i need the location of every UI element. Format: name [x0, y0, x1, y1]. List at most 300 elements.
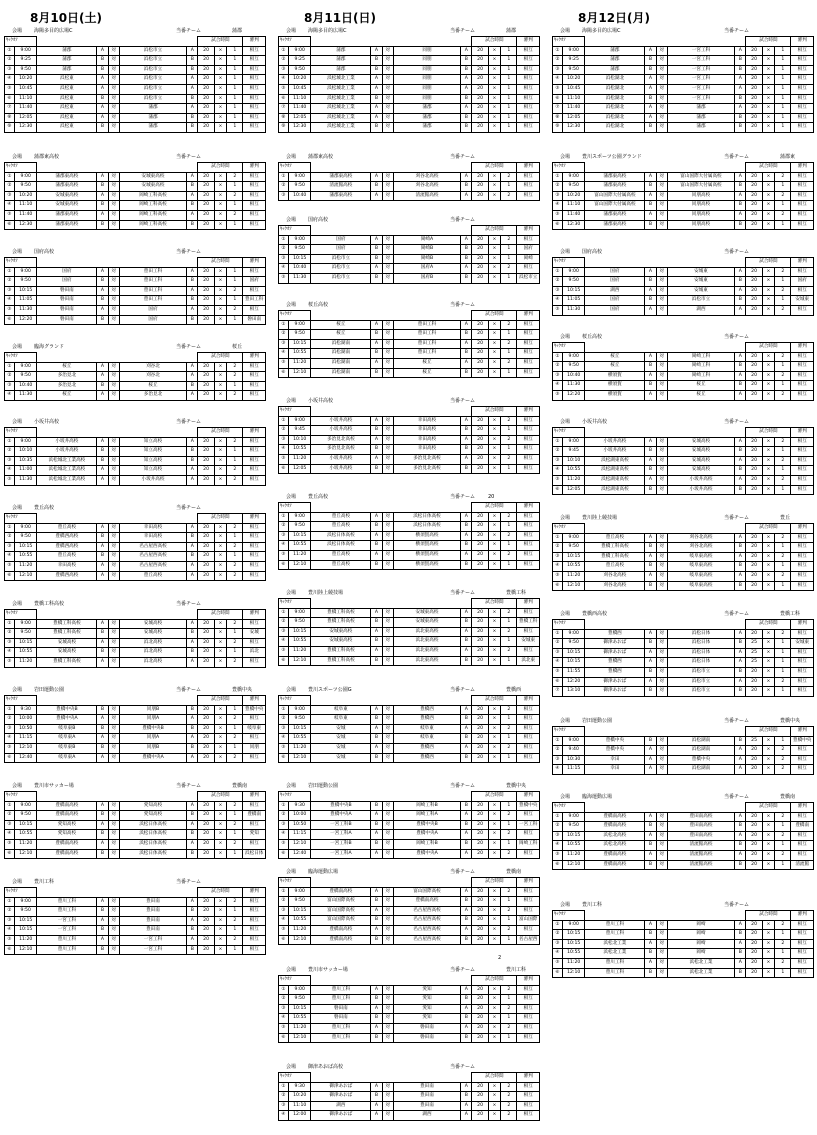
vs-label: 対 — [656, 667, 667, 677]
away-group: A — [187, 839, 198, 849]
times-sign: × — [488, 811, 500, 821]
kickoff-time: 12:05 — [562, 113, 584, 123]
away-group: A — [461, 608, 472, 618]
match-table — [4, 887, 266, 955]
match-row — [5, 84, 266, 94]
referee: 豊田工科 — [243, 296, 266, 306]
times-sign: × — [488, 264, 500, 274]
kickoff-time: 10:00 — [14, 715, 36, 725]
halves: 2 — [775, 286, 791, 296]
minutes: 20 — [198, 220, 214, 230]
match-number: ⑥ — [279, 368, 289, 378]
times-sign: × — [762, 860, 774, 870]
referee: 相互 — [791, 746, 814, 756]
times-sign: × — [214, 84, 226, 94]
referee: 相互 — [517, 464, 540, 474]
kickoff-time: 12:20 — [562, 390, 584, 400]
home-group: A — [645, 746, 656, 756]
home-team: 浜松北工業 — [585, 939, 645, 949]
away-group: B — [735, 562, 746, 572]
vs-label: 対 — [382, 1111, 393, 1121]
home-team: 浜松湖東高校 — [585, 475, 645, 485]
home-group: B — [371, 560, 382, 570]
home-group: B — [645, 466, 656, 476]
vs-label: 対 — [108, 753, 119, 763]
vs-label: 対 — [382, 75, 393, 85]
halves: 1 — [227, 104, 243, 114]
halves: 2 — [775, 812, 791, 822]
home-team: 豊橋中央A — [311, 811, 371, 821]
referee: 相互 — [791, 466, 814, 476]
match-row — [5, 286, 266, 296]
match-number: ③ — [279, 339, 289, 349]
vs-label: 対 — [108, 657, 119, 667]
times-sign: × — [214, 916, 226, 926]
home-team: 豊川工科 — [37, 945, 97, 955]
vs-label: 対 — [656, 94, 667, 104]
match-table — [278, 877, 540, 945]
match-number: ④ — [5, 648, 15, 658]
kickoff-time: 11:10 — [14, 201, 36, 211]
minutes: 20 — [472, 191, 488, 201]
home-group: B — [97, 296, 108, 306]
match-number: ② — [553, 639, 563, 649]
vs-label: 対 — [382, 104, 393, 114]
match-number: ⑥ — [279, 935, 289, 945]
match-number: ⑨ — [5, 123, 15, 133]
referee: 相互 — [517, 94, 540, 104]
minutes: 20 — [472, 906, 488, 916]
referee: 相互 — [517, 426, 540, 436]
halves: 1 — [501, 330, 517, 340]
halves: 2 — [227, 753, 243, 763]
away-group: A — [735, 658, 746, 668]
away-group: B — [735, 949, 746, 959]
home-group: A — [97, 84, 108, 94]
away-team: 浜松市立 — [667, 687, 734, 697]
halves: 2 — [227, 542, 243, 552]
match-row — [279, 811, 540, 821]
venue-label: 会場 — [12, 879, 23, 885]
minutes: 20 — [198, 839, 214, 849]
away-team: 浜松日体 — [667, 639, 734, 649]
times-sign: × — [488, 123, 500, 133]
duty-team-label: 当番チーム — [724, 902, 750, 908]
minutes: 20 — [198, 705, 214, 715]
halves: 1 — [227, 56, 243, 66]
away-team: 豊田南 — [393, 1092, 460, 1102]
away-team: 桜丘 — [667, 390, 734, 400]
stray-number: 20 — [488, 494, 495, 500]
referee-header: 審判 — [517, 226, 540, 236]
kickoff-time: 9:50 — [14, 811, 36, 821]
vs-label: 対 — [108, 619, 119, 629]
kickoff-time: 11:20 — [14, 935, 36, 945]
kickoff-time: 9:50 — [288, 715, 310, 725]
venue-name: 豊川スポーツ公園G — [308, 687, 352, 693]
duration-header: 試合時間 — [746, 620, 791, 630]
halves: 1 — [775, 296, 791, 306]
away-group: A — [735, 746, 746, 756]
match-number: ① — [5, 437, 15, 447]
away-group: B — [461, 426, 472, 436]
home-group: B — [97, 94, 108, 104]
halves: 2 — [501, 1111, 517, 1121]
away-group: A — [187, 561, 198, 571]
kickoff-time: 10:15 — [562, 939, 584, 949]
match-number: ③ — [279, 435, 289, 445]
kickoff-header: ｷｯｸｵﾌ — [279, 163, 311, 173]
header-spacer — [311, 37, 472, 47]
referee: 相互 — [791, 667, 814, 677]
home-group: A — [371, 627, 382, 637]
times-sign: × — [214, 391, 226, 401]
home-group: A — [371, 416, 382, 426]
away-group: B — [187, 811, 198, 821]
day-title: 8月10日(土) — [30, 11, 103, 25]
times-sign: × — [762, 46, 774, 56]
header-spacer — [585, 524, 746, 534]
home-group: B — [371, 445, 382, 455]
halves: 1 — [775, 949, 791, 959]
referee: 相互 — [517, 113, 540, 123]
duration-header: 試合時間 — [472, 503, 517, 513]
home-group: A — [371, 235, 382, 245]
kickoff-time: 9:50 — [562, 362, 584, 372]
home-group: A — [97, 657, 108, 667]
match-number: ④ — [279, 637, 289, 647]
halves: 2 — [775, 475, 791, 485]
match-number: ② — [553, 56, 563, 66]
duty-team-label: 当番チーム — [176, 879, 202, 885]
times-sign: × — [488, 512, 500, 522]
home-group: B — [371, 254, 382, 264]
home-team: 蒲郡東高校 — [37, 172, 97, 182]
home-team: 浜松市立 — [311, 273, 371, 283]
home-team: 磐田南 — [311, 1014, 371, 1024]
match-number: ③ — [553, 286, 563, 296]
home-team: 浜松湖東高校 — [585, 456, 645, 466]
home-team: 安城東高校 — [37, 201, 97, 211]
kickoff-time: 9:45 — [562, 447, 584, 457]
minutes: 20 — [472, 94, 488, 104]
halves: 2 — [227, 715, 243, 725]
home-team: 国府 — [585, 267, 645, 277]
times-sign: × — [762, 84, 774, 94]
minutes: 20 — [472, 368, 488, 378]
times-sign: × — [488, 925, 500, 935]
kickoff-time: 9:50 — [14, 182, 36, 192]
venue-name: 豊橋工科高校 — [34, 601, 65, 607]
referee: 相互 — [791, 191, 814, 201]
referee: 相互 — [517, 191, 540, 201]
home-team: 浜松東 — [37, 84, 97, 94]
minutes: 20 — [198, 811, 214, 821]
minutes: 20 — [472, 56, 488, 66]
referee: 相互 — [517, 830, 540, 840]
match-row — [279, 1014, 540, 1024]
away-group: B — [461, 916, 472, 926]
halves: 2 — [501, 235, 517, 245]
home-group: A — [371, 646, 382, 656]
away-team: 浜北高校 — [119, 657, 186, 667]
home-group: B — [97, 65, 108, 75]
away-group: A — [735, 286, 746, 296]
kickoff-time: 9:25 — [562, 56, 584, 66]
referee: 相互 — [791, 182, 814, 192]
away-team: 同朋A — [119, 715, 186, 725]
halves: 2 — [227, 305, 243, 315]
referee: 相互 — [517, 715, 540, 725]
match-row — [5, 743, 266, 753]
match-number: ⑤ — [5, 305, 15, 315]
home-team: 一宮工科B — [311, 820, 371, 830]
duration-header: 試合時間 — [198, 353, 243, 363]
vs-label: 対 — [382, 454, 393, 464]
vs-label: 対 — [382, 935, 393, 945]
away-team: 豊橋中央B — [119, 724, 186, 734]
match-table — [552, 257, 814, 316]
match-number: ③ — [5, 191, 15, 201]
match-row — [553, 968, 814, 978]
referee-header: 審判 — [243, 163, 266, 173]
halves: 2 — [227, 657, 243, 667]
away-group: A — [735, 456, 746, 466]
away-team: 名古屋西高校 — [119, 552, 186, 562]
match-number: ② — [5, 56, 15, 66]
away-team: 岡崎工科 — [667, 352, 734, 362]
match-row — [279, 113, 540, 123]
match-number: ② — [5, 811, 15, 821]
referee: 相互 — [243, 801, 266, 811]
match-number: ② — [5, 533, 15, 543]
match-table — [552, 342, 814, 401]
away-group: A — [461, 75, 472, 85]
home-team: 蒲郡 — [585, 46, 645, 56]
match-row — [5, 113, 266, 123]
home-group: B — [645, 296, 656, 306]
venue-block — [278, 492, 540, 570]
duration-header: 試合時間 — [198, 792, 243, 802]
minutes: 20 — [198, 724, 214, 734]
vs-label: 対 — [108, 447, 119, 457]
kickoff-header: ｷｯｸｵﾌ — [5, 428, 37, 438]
halves: 1 — [501, 560, 517, 570]
minutes: 20 — [472, 1082, 488, 1092]
away-group: A — [461, 925, 472, 935]
home-team: 浜松湖南 — [311, 358, 371, 368]
referee: 相互 — [791, 841, 814, 851]
minutes: 20 — [472, 349, 488, 359]
venue-name: 岩田運動公園 — [34, 687, 65, 693]
times-sign: × — [488, 897, 500, 907]
minutes: 20 — [198, 897, 214, 907]
match-number: ① — [553, 812, 563, 822]
away-team: 豊田南高校 — [667, 822, 734, 832]
times-sign: × — [762, 475, 774, 485]
away-group: B — [187, 123, 198, 133]
away-team: 幸田高校 — [119, 523, 186, 533]
away-group: B — [461, 560, 472, 570]
vs-label: 対 — [108, 456, 119, 466]
duration-header: 試合時間 — [746, 343, 791, 353]
match-row — [279, 245, 540, 255]
home-team: 豊橋南高校 — [311, 935, 371, 945]
halves: 1 — [227, 629, 243, 639]
referee-header: 審判 — [791, 258, 814, 268]
home-group: A — [371, 925, 382, 935]
kickoff-time: 10:45 — [288, 84, 310, 94]
match-number: ① — [279, 1082, 289, 1092]
times-sign: × — [214, 315, 226, 325]
venue-label: 会場 — [560, 334, 571, 340]
vs-label: 対 — [656, 755, 667, 765]
minutes: 20 — [472, 1101, 488, 1111]
minutes: 20 — [472, 724, 488, 734]
halves: 2 — [501, 1004, 517, 1014]
header-spacer — [37, 888, 198, 898]
venue-name: 海陽多目的広場C — [582, 28, 621, 34]
away-group: B — [187, 201, 198, 211]
match-number: ② — [279, 715, 289, 725]
home-team: 豊橋西 — [585, 658, 645, 668]
times-sign: × — [488, 550, 500, 560]
times-sign: × — [762, 667, 774, 677]
home-team: 浜松日体高校 — [311, 531, 371, 541]
times-sign: × — [214, 753, 226, 763]
away-group: A — [187, 619, 198, 629]
header-spacer — [37, 428, 198, 438]
venue-block — [552, 900, 814, 978]
away-team: 岡崎工科 — [667, 362, 734, 372]
vs-label: 対 — [108, 277, 119, 287]
away-team: 同朋 — [393, 65, 460, 75]
home-team: 御津あおば — [585, 677, 645, 687]
home-group: A — [645, 831, 656, 841]
match-row — [279, 916, 540, 926]
away-team: 名古屋西高校 — [393, 935, 460, 945]
minutes: 20 — [198, 801, 214, 811]
halves: 1 — [227, 201, 243, 211]
halves: 2 — [775, 677, 791, 687]
home-group: A — [97, 571, 108, 581]
match-row — [5, 296, 266, 306]
away-group: A — [735, 677, 746, 687]
duration-header: 試合時間 — [472, 407, 517, 417]
duty-team-label: 当番チーム — [176, 783, 202, 789]
times-sign: × — [488, 245, 500, 255]
halves: 2 — [227, 210, 243, 220]
home-group: B — [97, 811, 108, 821]
away-team: 岡崎 — [667, 949, 734, 959]
home-team: 豊橋南高校 — [37, 811, 97, 821]
match-table — [278, 225, 540, 284]
kickoff-time: 9:00 — [562, 46, 584, 56]
kickoff-time: 11:20 — [288, 646, 310, 656]
referee: 豊橋中央 — [243, 705, 266, 715]
away-team: 浜松市立 — [119, 94, 186, 104]
kickoff-time: 9:50 — [288, 897, 310, 907]
times-sign: × — [488, 320, 500, 330]
away-group: A — [461, 531, 472, 541]
home-group: A — [645, 920, 656, 930]
duty-team-label: 当番チーム — [724, 718, 750, 724]
home-group: A — [645, 765, 656, 775]
match-row — [553, 172, 814, 182]
vs-label: 対 — [656, 949, 667, 959]
duty-team-label: 当番チーム — [724, 334, 750, 340]
kickoff-time: 9:45 — [288, 426, 310, 436]
times-sign: × — [214, 65, 226, 75]
kickoff-time: 11:05 — [14, 296, 36, 306]
halves: 1 — [501, 273, 517, 283]
minutes: 20 — [746, 84, 762, 94]
referee: 相互 — [517, 454, 540, 464]
match-number: ② — [553, 277, 563, 287]
match-table — [278, 975, 540, 1043]
away-team: 一宮工科 — [667, 94, 734, 104]
minutes: 20 — [472, 1023, 488, 1033]
match-row — [279, 887, 540, 897]
halves: 1 — [227, 705, 243, 715]
duty-team-label: 当番チーム — [450, 590, 476, 596]
minutes: 20 — [746, 930, 762, 940]
times-sign: × — [762, 371, 774, 381]
vs-label: 対 — [382, 531, 393, 541]
home-team: 一宮工科 — [37, 916, 97, 926]
halves: 1 — [501, 541, 517, 551]
kickoff-time: 10:55 — [562, 949, 584, 959]
header-spacer — [311, 226, 472, 236]
minutes: 20 — [746, 920, 762, 930]
referee: 相互 — [791, 113, 814, 123]
referee-header: 審判 — [517, 311, 540, 321]
vs-label: 対 — [108, 734, 119, 744]
minutes: 20 — [746, 210, 762, 220]
away-group: A — [187, 46, 198, 56]
home-team: 安城 — [311, 743, 371, 753]
vs-label: 対 — [108, 104, 119, 114]
match-row — [5, 456, 266, 466]
minutes: 20 — [746, 755, 762, 765]
away-group: B — [187, 743, 198, 753]
home-team: 浜松城北工業高校 — [37, 475, 97, 485]
kickoff-time: 9:25 — [288, 56, 310, 66]
home-group: A — [97, 210, 108, 220]
home-group: A — [97, 801, 108, 811]
header-spacer — [585, 258, 746, 268]
times-sign: × — [214, 648, 226, 658]
kickoff-time: 9:00 — [14, 523, 36, 533]
home-team: 蒲郡東高校 — [37, 210, 97, 220]
home-team: 豊橋西高校 — [37, 571, 97, 581]
away-group: B — [735, 113, 746, 123]
kickoff-time: 11:20 — [562, 958, 584, 968]
times-sign: × — [488, 715, 500, 725]
kickoff-time: 10:15 — [288, 906, 310, 916]
minutes: 20 — [746, 831, 762, 841]
away-team: 幸田高校 — [119, 533, 186, 543]
home-group: B — [371, 94, 382, 104]
duration-header: 試合時間 — [472, 1073, 517, 1083]
match-number: ① — [5, 267, 15, 277]
kickoff-time: 9:00 — [562, 629, 584, 639]
kickoff-time: 10:55 — [14, 552, 36, 562]
duty-team-name: 豊丘 — [780, 515, 791, 521]
home-team: 蒲郡東高校 — [585, 182, 645, 192]
match-row — [5, 935, 266, 945]
home-team: 蒲郡 — [585, 65, 645, 75]
